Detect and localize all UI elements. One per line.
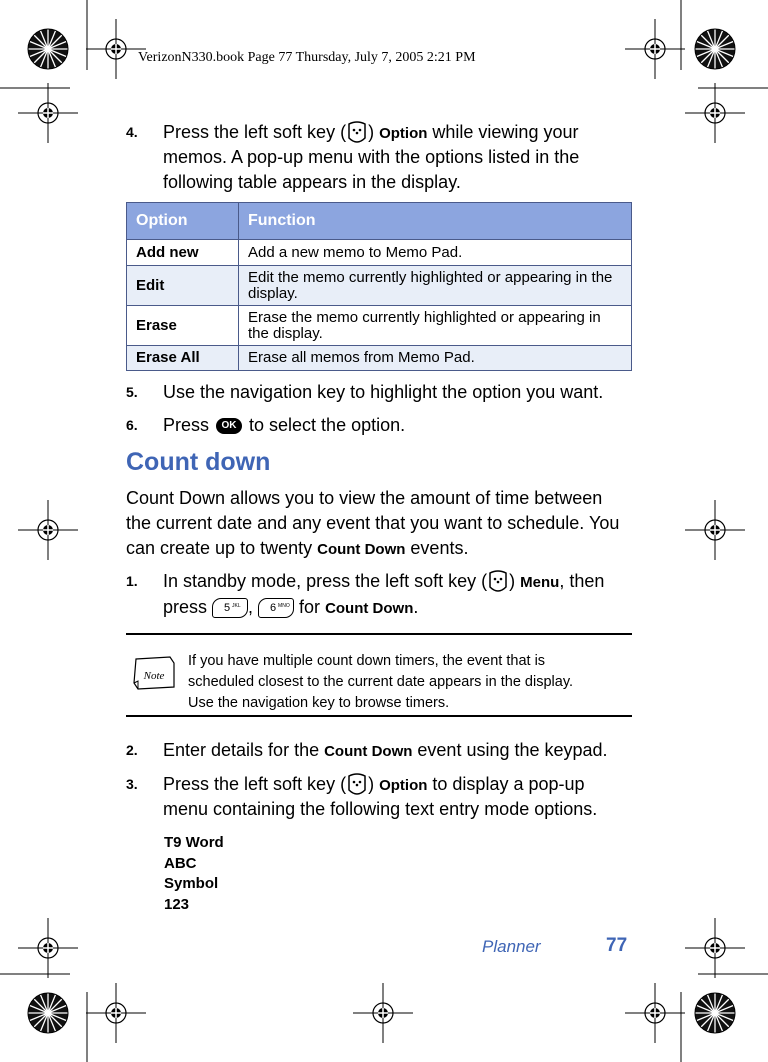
book-header: VerizonN330.book Page 77 Thursday, July 7, 2005 2:21 PM (138, 50, 476, 65)
option-cell: Erase (127, 306, 239, 346)
mode-item: Symbol (164, 875, 219, 892)
key-6-icon (258, 598, 294, 618)
section-title: Count down (126, 448, 271, 476)
page-number: 77 (606, 935, 628, 956)
footer-section-name: Planner (482, 937, 541, 956)
step-text: , then (559, 571, 605, 591)
step-text: Use the navigation key to highlight the option you want. (163, 382, 604, 402)
column-header: Option (127, 203, 239, 240)
step-text: memos. A pop-up menu with the options listed in the (163, 147, 580, 167)
mode-item: ABC (164, 854, 197, 872)
function-cell: Erase all memos from Memo Pad. (239, 346, 632, 371)
step-text: press (163, 597, 213, 617)
option-softkey-label: Option (379, 125, 428, 142)
key-digit: 6 (270, 602, 277, 615)
option-cell: Edit (127, 266, 239, 306)
table-row (127, 240, 632, 266)
step-text: to select the option. (244, 415, 406, 435)
step-text: . (413, 597, 419, 617)
intro-text: events. (405, 538, 469, 558)
function-cell: Add a new memo to Memo Pad. (239, 240, 632, 266)
menu-softkey-label: Menu (520, 574, 560, 591)
step-text: following table appears in the display. (163, 172, 461, 192)
step-text: Press (163, 415, 215, 435)
option-softkey-label: Option (379, 777, 428, 794)
text-entry-modes (164, 833, 224, 915)
note-icon-label: Note (143, 670, 165, 682)
ok-key-icon: OK (216, 418, 242, 434)
left-soft-key-icon (346, 120, 368, 146)
step-text: while viewing your (427, 122, 579, 142)
key-letters: JKL (232, 603, 241, 610)
intro-text: can create up to twenty (126, 538, 318, 558)
step-text: ) (509, 571, 521, 591)
option-cell: Erase All (127, 346, 239, 371)
left-soft-key-icon (346, 772, 368, 798)
note-text: scheduled closest to the current date appears in the display. (188, 674, 574, 690)
key-letters: MNO (278, 603, 290, 610)
mode-item: 123 (164, 895, 190, 913)
key-5-icon (212, 598, 248, 618)
key-digit: 5 (224, 602, 231, 615)
step-text: ) (368, 774, 380, 794)
table-row (127, 266, 632, 306)
step-text: Enter details for the (163, 740, 325, 760)
section-intro (126, 486, 636, 562)
intro-line (126, 536, 636, 562)
table-row (127, 346, 632, 371)
step-text: ) (368, 122, 380, 142)
mode-item: T9 Word (164, 834, 224, 851)
step-number: 6. (126, 417, 138, 433)
note-box (126, 633, 632, 717)
intro-line: the current date and any event that you want to schedule. You (126, 513, 620, 533)
note-icon (132, 653, 178, 693)
intro-line: Count Down allows you to view the amount of time between (126, 488, 603, 508)
note-text: If you have multiple count down timers, the event that is (188, 653, 546, 669)
step-text: In standby mode, press the left soft key ( (163, 571, 488, 591)
step-number: 5. (126, 384, 138, 400)
left-soft-key-icon (487, 569, 509, 595)
note-text: Use the navigation key to browse timers. (188, 695, 450, 711)
step-text: Press the left soft key ( (163, 774, 347, 794)
step-text: menu containing the following text entry mode options. (163, 799, 598, 819)
step-number: 3. (126, 776, 138, 792)
step-text: for (294, 597, 326, 617)
function-cell: Erase the memo currently highlighted or appearing in the display. (239, 306, 632, 346)
step-text: event using the keypad. (412, 740, 608, 760)
step-number: 2. (126, 742, 138, 758)
step-text: , (248, 597, 259, 617)
column-header: Function (239, 203, 632, 240)
table-header-row (127, 203, 632, 240)
option-cell: Add new (127, 240, 239, 266)
step-text: Press the left soft key ( (163, 122, 347, 142)
table-row (127, 306, 632, 346)
count-down-label: Count Down (325, 600, 414, 617)
step-text: to display a pop-up (427, 774, 585, 794)
step-number: 4. (126, 124, 138, 140)
step-number: 1. (126, 573, 138, 589)
options-table (126, 202, 632, 371)
count-down-label: Count Down (317, 541, 406, 558)
function-cell: Edit the memo currently highlighted or appearing in the display. (239, 266, 632, 306)
count-down-label: Count Down (324, 743, 413, 760)
